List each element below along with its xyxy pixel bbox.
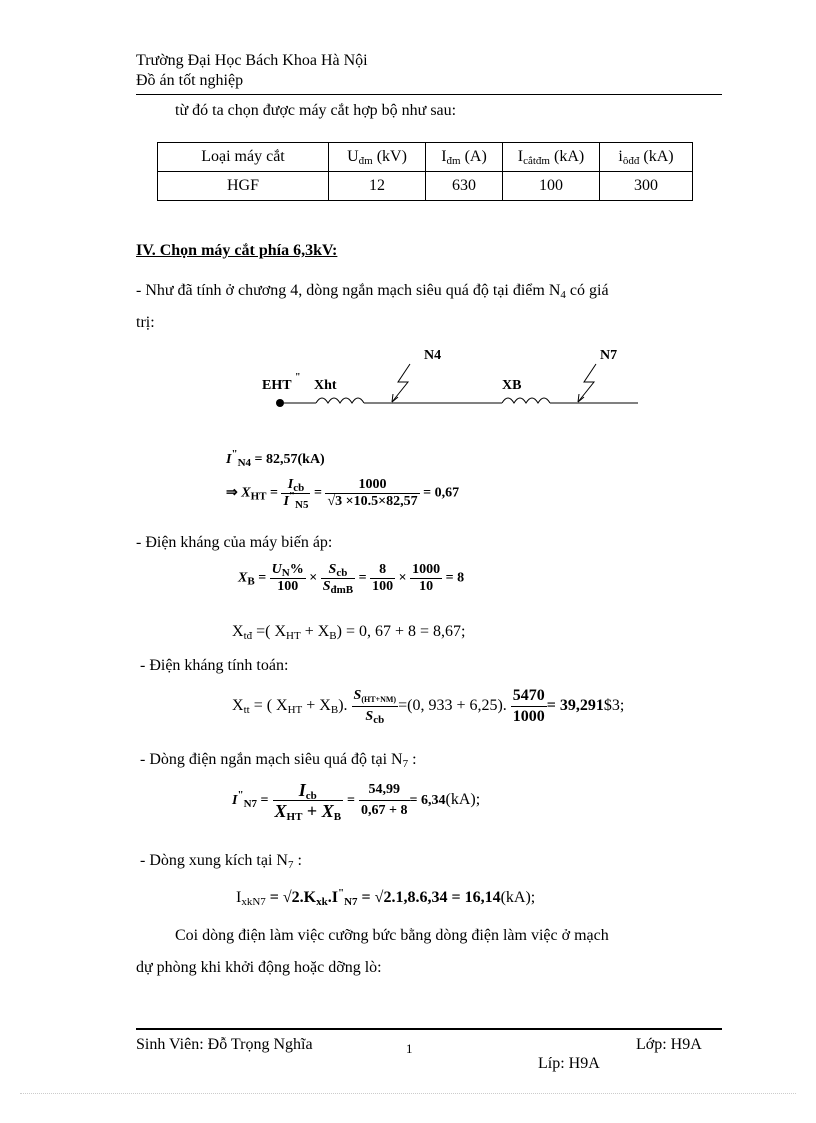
fraction: $\frac{I_{cb}}{I^"_{N5}}$ bbox=[283, 477, 309, 511]
fraction: $\frac{S_{(HT+NM)}}{S_{cb}}$ bbox=[353, 688, 397, 726]
table-header-row bbox=[158, 143, 693, 172]
table-row bbox=[158, 172, 693, 201]
paragraph-n7-current: - Dòng điện ngắn mạch siêu quá độ tại $N_7$ : bbox=[140, 751, 417, 770]
circuit-diagram bbox=[258, 340, 648, 420]
fraction: $\frac{I_{cb}}{X_{HT} + X_B}$ bbox=[274, 780, 342, 823]
paragraph-transformer: - Điện kháng của máy biến áp: bbox=[136, 534, 333, 551]
paragraph-forced-current-line2: dự phòng khi khởi động hoặc dỡng lò: bbox=[136, 959, 382, 976]
xb-inductor bbox=[502, 398, 550, 403]
diagram-xht-label: Xht bbox=[314, 378, 337, 393]
paragraph-forced-current: Coi dòng điện làm việc cưỡng bức bằng dòng điện làm việc ở mạch bbox=[175, 927, 609, 944]
source-node bbox=[276, 399, 284, 407]
fraction: $\frac{54,99}{0,67 + 8}$ bbox=[361, 782, 408, 818]
paragraph-n4-line2: trị: bbox=[136, 314, 155, 331]
diagram-n4-label: N4 bbox=[424, 348, 442, 363]
fraction: $\frac{1000}{10}$ bbox=[412, 562, 441, 594]
table-cell: 12 bbox=[329, 172, 426, 201]
equation-xtd: $X_{tđ}$ =( $X_{HT} + X_B) = 0$, 67 + 8 = 8,67; bbox=[232, 623, 466, 642]
footer-class: Lớp: H9A bbox=[636, 1036, 702, 1053]
diagram-source-label: EHT bbox=[262, 378, 292, 393]
table-cell: 630 bbox=[426, 172, 503, 201]
table-cell: 100 bbox=[503, 172, 600, 201]
table-header-cell: Loại máy cắt bbox=[158, 143, 329, 172]
footer-page-number: 1 bbox=[406, 1041, 413, 1056]
table-header-cell: $I_{đm}$ (A) bbox=[426, 143, 503, 172]
fraction: $\frac{S_{cb}}{S_{đmB}}$ bbox=[322, 562, 354, 596]
diagram-n7-label: N7 bbox=[600, 348, 618, 363]
header-project: Đồ án tốt nghiệp bbox=[136, 72, 244, 89]
header-rule bbox=[136, 94, 722, 95]
diagram-source-prime: " bbox=[295, 372, 301, 383]
paragraph-impulse: - Dòng xung kích tại $N_7$ : bbox=[140, 852, 302, 871]
table-header-cell: $U_{đm}$ (kV) bbox=[329, 143, 426, 172]
fraction: $\frac{1000}{√3 \times 10.5\times 82,57}$ bbox=[327, 477, 418, 509]
footer-student: Sinh Viên: Đỗ Trọng Nghĩa bbox=[136, 1036, 313, 1053]
section-title: IV. Chọn máy cắt phía 6,3kV: bbox=[136, 242, 338, 259]
diagram-xb-label: XB bbox=[502, 378, 522, 393]
equation-xb: $X_B$ = $\frac{U_N\%}{100}$ × $\frac{S_{cb}}{S_{đmB}}$ = $\frac{8}{100}$ × $\frac{1000}{10}$ = 8 bbox=[238, 562, 465, 596]
xht-inductor bbox=[316, 398, 364, 403]
equation-in7: $I^"_{N7}$ = $\frac{I_{cb}}{X_{HT} + X_B}$ = $\frac{54,99}{0,67 + 8}$ = 6,34(kA); bbox=[232, 780, 481, 823]
fraction: $\frac{5470}{1000}$ bbox=[512, 687, 545, 725]
footer-rule bbox=[136, 1028, 722, 1030]
intro-text: từ đó ta chọn được máy cắt hợp bộ như sau: bbox=[175, 102, 457, 119]
header-school: Trường Đại Học Bách Khoa Hà Nội bbox=[136, 52, 368, 69]
table-header-cell: $i_{ôđđ}$ (kA) bbox=[600, 143, 693, 172]
n4-fault-arrow bbox=[392, 364, 410, 402]
footer-class-alt: Líp: H9A bbox=[538, 1055, 600, 1072]
paragraph-calc-reactance: - Điện kháng tính toán: bbox=[140, 657, 289, 674]
equation-ixk: $I_{xkN7} = √2.K_{xk}.I^"_{N7} = √2.1,8.6,34 = 16,14(kA)$; bbox=[236, 887, 536, 908]
equation-xtt: $X_{tt}$ = ( $X_{HT} + X_B$). $\frac{S_{(HT+NM)}}{S_{cb}}$ =(0, 933 + 6,25). $\frac{5470}{1000}$ = 39,291$3; bbox=[232, 687, 625, 726]
breaker-table bbox=[157, 142, 693, 201]
table-cell: 300 bbox=[600, 172, 693, 201]
n7-fault-arrow bbox=[578, 364, 596, 402]
equation-xht: ⇒ $X_{HT}$ = $\frac{I_{cb}}{I^"_{N5}}$ = $\frac{1000}{√3 \times 10.5\times 82,57}$ = 0,67 bbox=[226, 477, 460, 511]
fraction: $\frac{8}{100}$ bbox=[372, 562, 394, 594]
paragraph-n4: - Như đã tính ở chương 4, dòng ngắn mạch siêu quá độ tại điểm $N_4$ có giá bbox=[136, 282, 609, 301]
table-header-cell: $I_{cắtđm}$ (kA) bbox=[503, 143, 600, 172]
fraction: $\frac{U_N\%}{100}$ bbox=[271, 562, 304, 594]
page-bottom-dots bbox=[20, 1093, 796, 1094]
table-cell: HGF bbox=[158, 172, 329, 201]
equation-in4: $I^"_{N4} = 82,57(kA)$ bbox=[226, 448, 325, 469]
